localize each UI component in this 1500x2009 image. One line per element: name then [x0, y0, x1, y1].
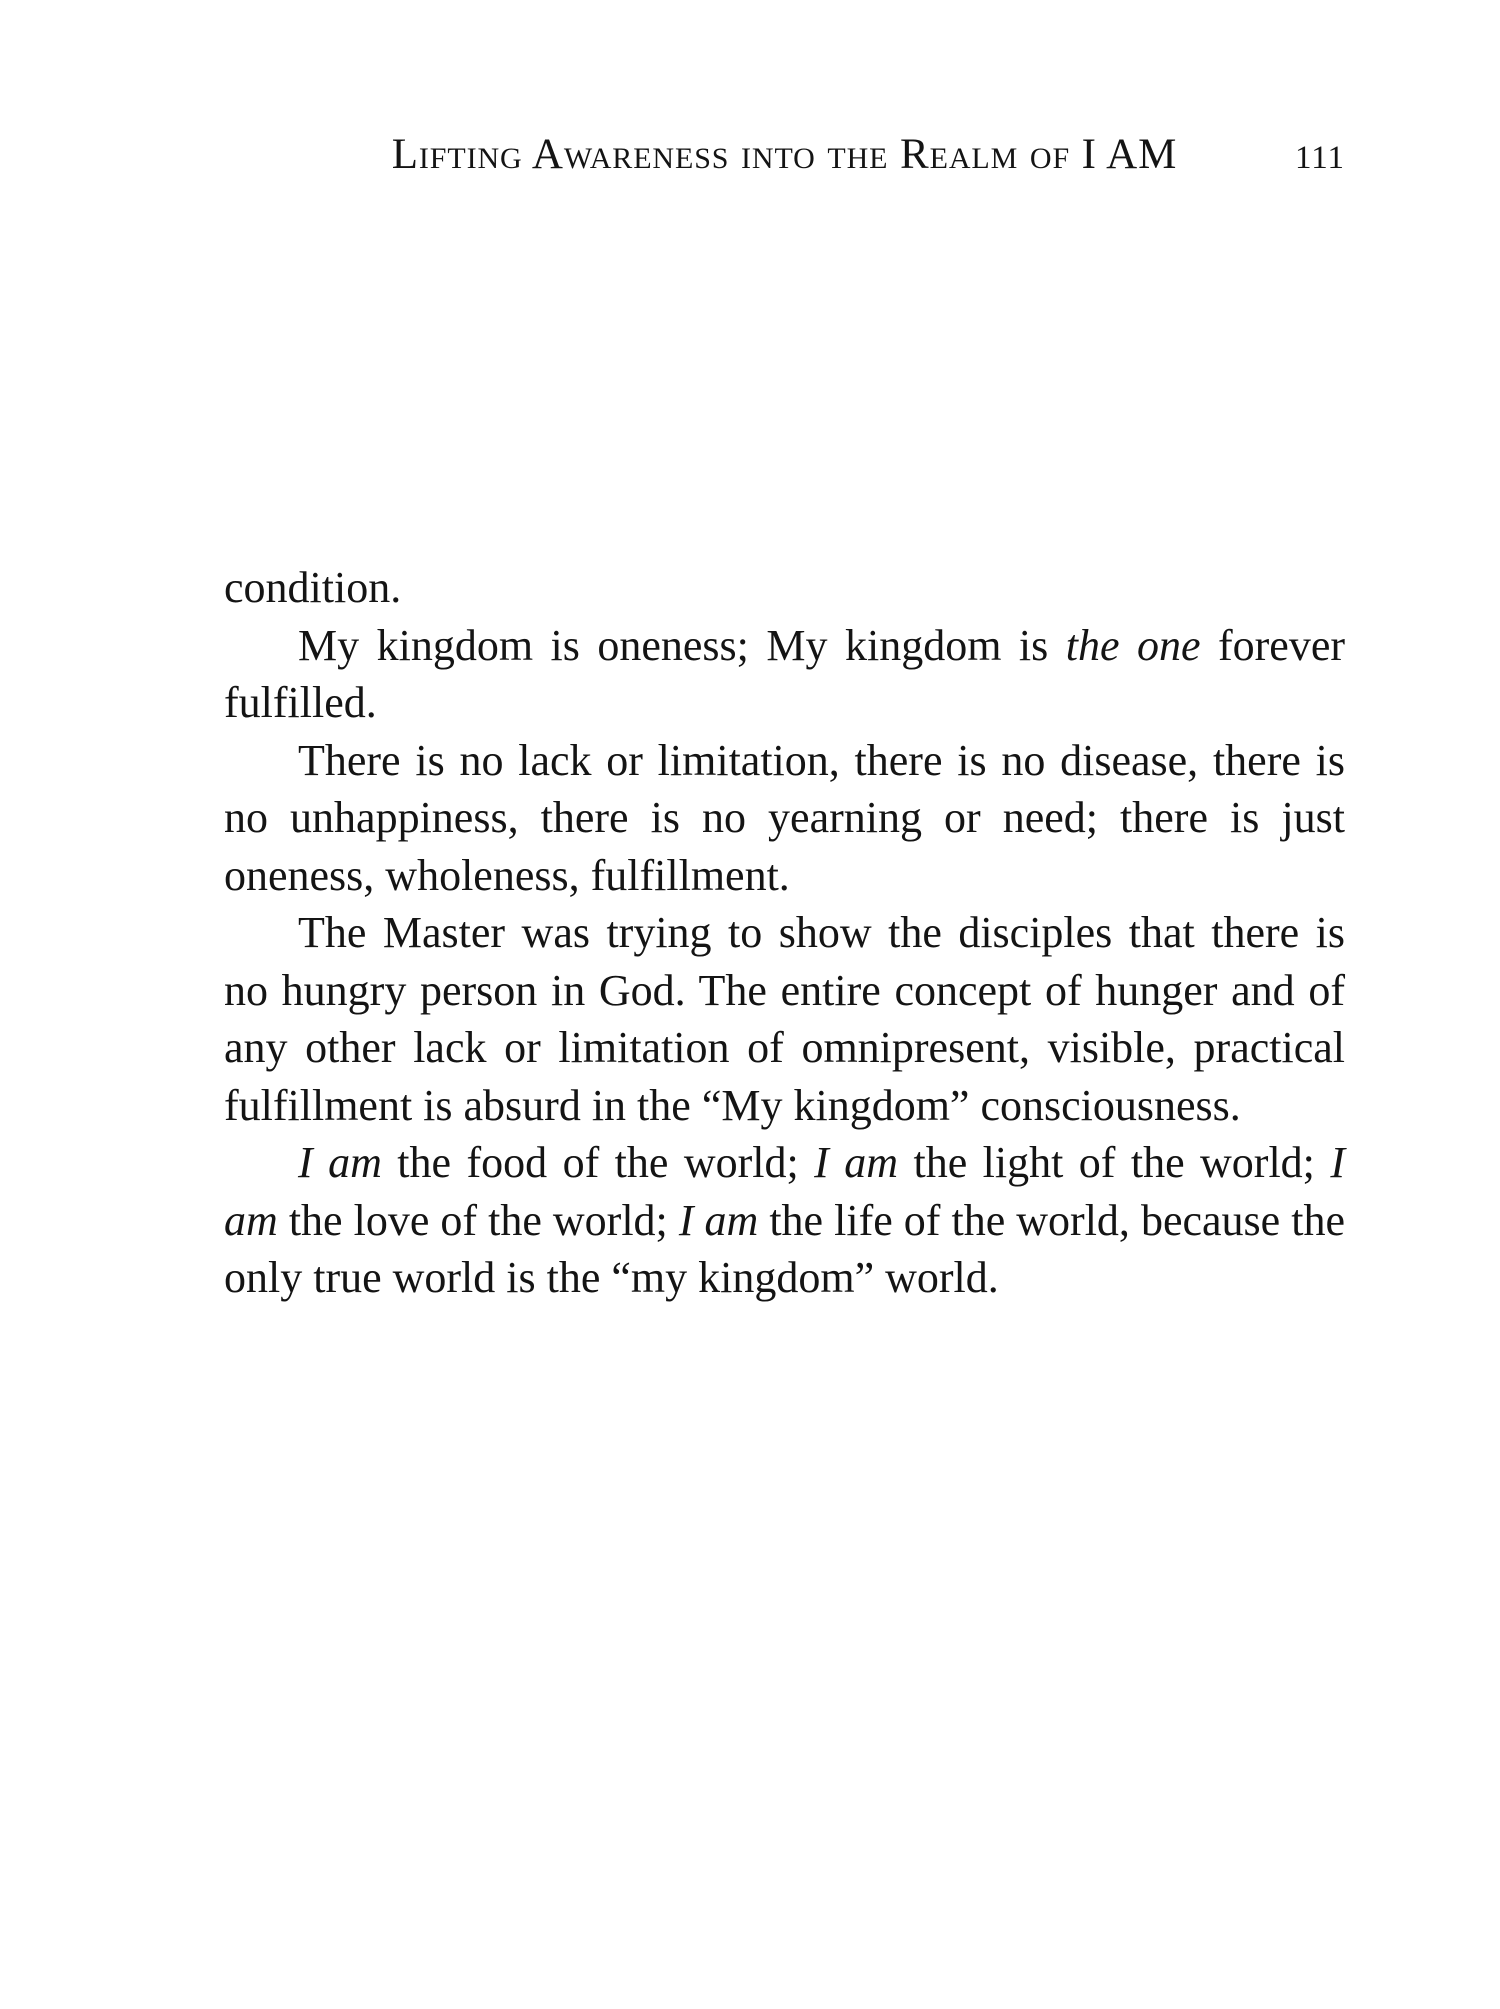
text-run: The Master was trying to show the disciples that there is no hungry person in God. The entire concept of hunger and of any other lack or limitation of omnipresent, visible, practical fulfillment is absurd in the “My kingdom” consciousness. [224, 908, 1345, 1130]
text-run: the life of the world, because the only true world is the “my kingdom” world. [224, 1195, 1345, 1302]
paragraph [224, 617, 1345, 732]
header-title: Lifting Awareness into the Realm of I AM [391, 131, 1178, 178]
text-run: forever fulfilled. [224, 620, 1345, 727]
italic-run: I am [678, 1195, 759, 1245]
text-run: There is no lack or limitation, there is no disease, there is no unhappiness, there is no yearning or need; there is just oneness, wholeness, fulfillment. [224, 735, 1345, 900]
paragraph [224, 559, 1345, 617]
paragraph [224, 732, 1345, 905]
body-text [224, 559, 1345, 1307]
page-number: 111 [1294, 140, 1345, 176]
italic-run: the one [1065, 620, 1201, 670]
text-run: the light of the world; [898, 1138, 1331, 1187]
running-header [224, 133, 1345, 181]
paragraph [224, 1134, 1345, 1307]
italic-run: I am [814, 1138, 899, 1187]
text-run: My kingdom is oneness; My kingdom is [298, 620, 1066, 670]
text-run: the love of the world; [277, 1195, 679, 1245]
text-run: condition. [224, 563, 402, 612]
italic-run: I am [224, 1138, 1345, 1245]
italic-run: I am [298, 1138, 382, 1187]
text-run: the food of the world; [381, 1138, 815, 1187]
paragraph [224, 904, 1345, 1134]
